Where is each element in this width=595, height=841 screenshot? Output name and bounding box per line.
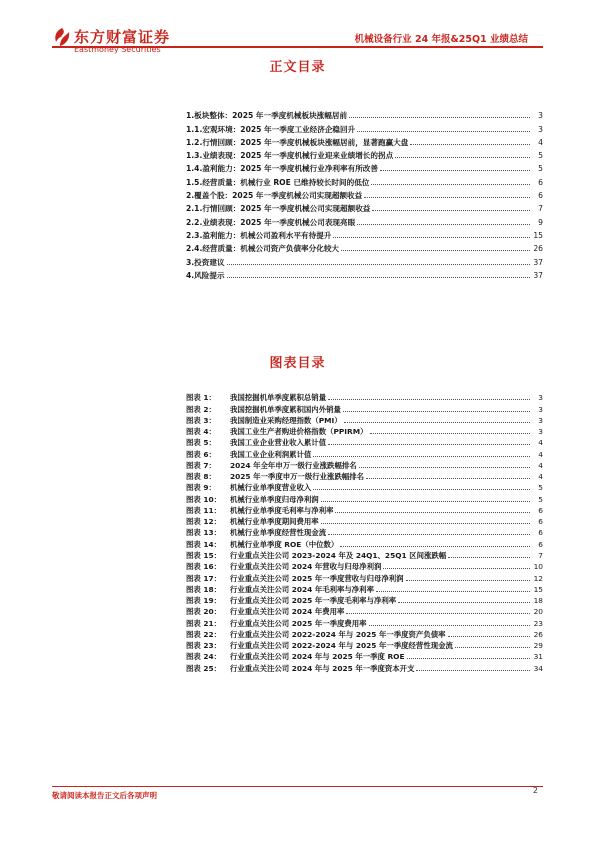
figure-entry-number: 图表 13： bbox=[186, 528, 222, 538]
toc-title: 正文目录 bbox=[269, 60, 326, 75]
figure-entry[interactable] bbox=[186, 661, 543, 672]
page-header bbox=[0, 0, 595, 60]
dot-leader bbox=[343, 411, 530, 412]
toc-entry-label: 2.4.经营质量：机械公司资产负债率分化较大 bbox=[186, 244, 340, 254]
dot-leader bbox=[227, 277, 530, 278]
figure-entry-page: 4 bbox=[538, 438, 543, 448]
figure-entry-label: 行业重点关注公司 2024 年费用率 bbox=[230, 607, 345, 617]
toc-entry-page: 5 bbox=[538, 151, 543, 161]
toc-entry-page: 6 bbox=[538, 191, 543, 201]
dot-leader bbox=[395, 157, 530, 158]
figure-entry-page: 3 bbox=[538, 393, 543, 403]
header-divider bbox=[52, 46, 543, 48]
figure-entry-number: 图表 7： bbox=[186, 460, 216, 470]
figure-entry[interactable] bbox=[186, 650, 543, 661]
figure-entry-number: 图表 19： bbox=[186, 596, 222, 606]
dot-leader bbox=[313, 489, 530, 490]
toc-entry-label: 1.1.宏观环境：2025 年一季度工业经济企稳回升 bbox=[186, 124, 356, 134]
toc-entry[interactable] bbox=[186, 160, 543, 173]
page-number: 2 bbox=[532, 786, 538, 795]
figure-entry-page: 6 bbox=[538, 528, 543, 538]
toc-entry[interactable] bbox=[186, 200, 543, 213]
figure-entry-number: 图表 20： bbox=[186, 607, 222, 617]
figure-entry-label: 2025 年一季度申万一级行业涨跌幅排名 bbox=[230, 472, 365, 482]
dot-leader bbox=[227, 264, 530, 265]
figure-entry-number: 图表 22： bbox=[186, 629, 222, 639]
figure-entry-label: 我国挖掘机单季度累积国内外销量 bbox=[230, 404, 341, 414]
figure-entry-label: 我国工业企业利润累计值 bbox=[230, 449, 312, 459]
figure-entry-page: 7 bbox=[538, 550, 543, 560]
figure-entry-number: 图表 23： bbox=[186, 641, 222, 651]
dot-leader bbox=[407, 658, 531, 659]
figure-entry-page: 29 bbox=[533, 641, 543, 651]
dot-leader bbox=[328, 399, 530, 400]
dot-leader bbox=[344, 422, 530, 423]
toc-entry-label: 2.覆盖个股：2025 年一季度机械公司实现超额收益 bbox=[186, 191, 363, 201]
figure-entry-number: 图表 8： bbox=[186, 472, 216, 482]
figure-entry-page: 31 bbox=[533, 652, 543, 662]
figure-entry-number: 图表 3： bbox=[186, 415, 216, 425]
figure-entry-label: 我国工业企业营业收入累计值 bbox=[230, 438, 327, 448]
figure-entry-number: 图表 6： bbox=[186, 449, 216, 459]
figure-entry-page: 6 bbox=[538, 517, 543, 527]
figure-entry-page: 6 bbox=[538, 539, 543, 549]
figure-entry[interactable] bbox=[186, 414, 543, 425]
dot-leader bbox=[328, 444, 530, 445]
figure-entry-page: 4 bbox=[538, 460, 543, 470]
figure-entry-label: 机械行业单季度毛利率与净利率 bbox=[230, 505, 334, 515]
figure-entry-page: 4 bbox=[538, 449, 543, 459]
figure-entry-number: 图表 24： bbox=[186, 652, 222, 662]
figure-entry-label: 行业重点关注公司 2022-2024 年与 2025 年一季度经营性现金流 bbox=[230, 641, 453, 651]
figure-entry[interactable] bbox=[186, 594, 543, 605]
dot-leader bbox=[410, 144, 530, 145]
figure-entry-page: 3 bbox=[538, 415, 543, 425]
dot-leader bbox=[321, 523, 530, 524]
figure-entry[interactable] bbox=[186, 459, 543, 470]
figure-entry[interactable] bbox=[186, 436, 543, 447]
figure-entry[interactable] bbox=[186, 470, 543, 481]
toc-entry[interactable] bbox=[186, 240, 543, 253]
figure-entry-label: 行业重点关注公司 2024 年与 2025 年一季度资本开支 bbox=[230, 663, 415, 673]
toc-entry-page: 5 bbox=[538, 164, 543, 174]
figure-entry-page: 26 bbox=[533, 629, 543, 639]
figure-entry-label: 行业重点关注公司 2024 年营收与归母净利润 bbox=[230, 562, 382, 572]
figure-entry-label: 行业重点关注公司 2022-2024 年与 2025 年一季度资产负债率 bbox=[230, 629, 446, 639]
toc-entry[interactable] bbox=[186, 120, 543, 133]
figure-entry-page: 4 bbox=[538, 472, 543, 482]
toc-entry[interactable] bbox=[186, 213, 543, 226]
dot-leader bbox=[340, 546, 530, 547]
dot-leader bbox=[370, 433, 531, 434]
toc-entry[interactable] bbox=[186, 107, 543, 120]
dot-leader bbox=[321, 501, 530, 502]
toc-entry-label: 2.1.行情回顾：2025 年一季度机械公司实现超额收益 bbox=[186, 204, 371, 214]
figure-entry-number: 图表 4： bbox=[186, 427, 216, 437]
dot-leader bbox=[341, 250, 530, 251]
figure-entry[interactable] bbox=[186, 391, 543, 402]
figure-entry-page: 20 bbox=[533, 607, 543, 617]
figure-entry[interactable] bbox=[186, 616, 543, 627]
logo-english-name: Eastmoney Securities bbox=[74, 45, 161, 54]
toc-entry-page: 3 bbox=[538, 111, 543, 121]
figure-entry[interactable] bbox=[186, 583, 543, 594]
figure-entry-number: 图表 2： bbox=[186, 404, 216, 414]
figure-entry-number: 图表 10： bbox=[186, 494, 222, 504]
dot-leader bbox=[398, 602, 530, 603]
toc-entry-page: 4 bbox=[538, 137, 543, 147]
figure-entry-number: 图表 15： bbox=[186, 550, 222, 560]
figure-entry-number: 图表 9： bbox=[186, 483, 216, 493]
figure-entry-label: 2024 年全年申万一级行业涨跌幅排名 bbox=[230, 460, 357, 470]
toc-entry[interactable] bbox=[186, 227, 543, 240]
figure-entry-page: 15 bbox=[533, 584, 543, 594]
figure-entry-number: 图表 1： bbox=[186, 393, 216, 403]
table-of-contents bbox=[186, 107, 543, 280]
figure-entry-page: 23 bbox=[533, 618, 543, 628]
dot-leader bbox=[455, 647, 530, 648]
figure-entry-page: 5 bbox=[538, 494, 543, 504]
dot-leader bbox=[369, 625, 530, 626]
dot-leader bbox=[313, 456, 530, 457]
figure-entry-number: 图表 18： bbox=[186, 584, 222, 594]
figure-entry-label: 机械行业单季度 ROE（中位数） bbox=[230, 539, 339, 549]
dot-leader bbox=[359, 467, 530, 468]
figure-entry[interactable] bbox=[186, 628, 543, 639]
figure-entry[interactable] bbox=[186, 492, 543, 503]
figure-entry-label: 行业重点关注公司 2024 年毛利率与净利率 bbox=[230, 584, 374, 594]
figure-entry-label: 行业重点关注公司 2023-2024 年及 24Q1、25Q1 区间涨跌幅 bbox=[230, 550, 447, 560]
figure-entry-label: 行业重点关注公司 2024 年与 2025 年一季度 ROE bbox=[230, 652, 405, 662]
dot-leader bbox=[357, 224, 530, 225]
dot-leader bbox=[371, 184, 530, 185]
dot-leader bbox=[406, 580, 530, 581]
company-logo bbox=[52, 26, 182, 60]
figure-entry-number: 图表 14： bbox=[186, 539, 222, 549]
dot-leader bbox=[349, 117, 530, 118]
figure-entry[interactable] bbox=[186, 504, 543, 515]
figure-entry-page: 3 bbox=[538, 427, 543, 437]
toc-entry[interactable] bbox=[186, 267, 543, 280]
figure-entry-page: 3 bbox=[538, 404, 543, 414]
dot-leader bbox=[328, 534, 530, 535]
toc-entry-label: 1.板块整体：2025 年一季度机械板块涨幅居前 bbox=[186, 111, 348, 121]
figure-entry[interactable] bbox=[186, 639, 543, 650]
figure-entry-label: 机械行业单季度期间费用率 bbox=[230, 517, 319, 527]
figure-entry[interactable] bbox=[186, 526, 543, 537]
figure-entry-label: 我国工业生产者购进价格指数（PPIRM） bbox=[230, 427, 368, 437]
figure-entry[interactable] bbox=[186, 560, 543, 571]
figure-entry-label: 行业重点关注公司 2025 年一季度毛利率与净利率 bbox=[230, 596, 397, 606]
figure-entry-page: 12 bbox=[533, 573, 543, 583]
footer-disclaimer: 敬请阅读本报告正文后各项声明 bbox=[52, 791, 157, 800]
footer-divider bbox=[52, 786, 543, 787]
toc-entry-label: 1.4.盈利能力：2025 年一季度机械行业净利率有所改善 bbox=[186, 164, 378, 174]
toc-entry-page: 6 bbox=[538, 177, 543, 187]
toc-entry-label: 1.5.经营质量：机械行业 ROE 已维持较长时间的低位 bbox=[186, 177, 370, 187]
dot-leader bbox=[346, 613, 530, 614]
figure-entry-page: 18 bbox=[533, 596, 543, 606]
figure-entry-label: 行业重点关注公司 2025 年一季度营收与归母净利润 bbox=[230, 573, 404, 583]
figure-entry-page: 34 bbox=[533, 663, 543, 673]
toc-entry-page: 15 bbox=[533, 230, 543, 240]
figure-entry[interactable] bbox=[186, 571, 543, 582]
toc-entry-page: 37 bbox=[533, 257, 543, 267]
figure-entry[interactable] bbox=[186, 549, 543, 560]
dot-leader bbox=[448, 557, 530, 558]
figure-entry-page: 10 bbox=[533, 562, 543, 572]
dot-leader bbox=[376, 591, 530, 592]
dot-leader bbox=[366, 478, 530, 479]
toc-entry[interactable] bbox=[186, 173, 543, 186]
figure-entry-label: 机械行业单季度营业收入 bbox=[230, 483, 312, 493]
figure-entry[interactable] bbox=[186, 481, 543, 492]
toc-entry-page: 26 bbox=[533, 244, 543, 254]
toc-entry-label: 1.2.行情回顾：2025 年一季度机械板块涨幅居前，显著跑赢大盘 bbox=[186, 137, 409, 147]
figure-entry-page: 6 bbox=[538, 505, 543, 515]
dot-leader bbox=[333, 237, 530, 238]
toc-entry-label: 2.3.盈利能力：机械公司盈利水平有待提升 bbox=[186, 230, 332, 240]
figure-entry-number: 图表 21： bbox=[186, 618, 222, 628]
figure-entry-number: 图表 11： bbox=[186, 505, 222, 515]
dot-leader bbox=[364, 197, 530, 198]
toc-entry-page: 37 bbox=[533, 270, 543, 280]
figure-entry-number: 图表 16： bbox=[186, 562, 222, 572]
logo-chinese-name: 东方财富证券 bbox=[74, 28, 171, 46]
figure-entry-label: 我国挖掘机单季度累积总销量 bbox=[230, 393, 327, 403]
toc-entry[interactable] bbox=[186, 187, 543, 200]
toc-entry[interactable] bbox=[186, 134, 543, 147]
dot-leader bbox=[380, 170, 530, 171]
toc-entry[interactable] bbox=[186, 253, 543, 266]
figure-entry-page: 5 bbox=[538, 483, 543, 493]
figure-entry[interactable] bbox=[186, 425, 543, 436]
figure-entry-label: 机械行业单季度归母净利润 bbox=[230, 494, 319, 504]
toc-entry-label: 4.风险提示 bbox=[186, 270, 225, 280]
figures-title: 图表目录 bbox=[269, 356, 326, 371]
toc-entry[interactable] bbox=[186, 147, 543, 160]
figure-entry[interactable] bbox=[186, 447, 543, 458]
dot-leader bbox=[357, 131, 530, 132]
figure-entry[interactable] bbox=[186, 402, 543, 413]
figure-entry-number: 图表 12： bbox=[186, 517, 222, 527]
toc-entry-page: 3 bbox=[538, 124, 543, 134]
figure-entry-label: 行业重点关注公司 2025 年一季度费用率 bbox=[230, 618, 367, 628]
list-of-figures bbox=[186, 391, 543, 673]
figure-entry-number: 图表 25： bbox=[186, 663, 222, 673]
dot-leader bbox=[383, 568, 530, 569]
figure-entry[interactable] bbox=[186, 605, 543, 616]
figure-entry-number: 图表 5： bbox=[186, 438, 216, 448]
figure-entry-label: 我国制造业采购经理指数（PMI） bbox=[230, 415, 342, 425]
dot-leader bbox=[335, 512, 530, 513]
dot-leader bbox=[448, 636, 531, 637]
toc-entry-page: 9 bbox=[538, 217, 543, 227]
dot-leader bbox=[416, 670, 530, 671]
eastmoney-logo-icon bbox=[52, 27, 72, 47]
figure-entry[interactable] bbox=[186, 515, 543, 526]
toc-entry-label: 1.3.业绩表现：2025 年一季度机械行业迎来业绩增长的拐点 bbox=[186, 151, 394, 161]
figure-entry-label: 机械行业单季度经营性现金流 bbox=[230, 528, 327, 538]
dot-leader bbox=[372, 210, 530, 211]
toc-entry-page: 7 bbox=[538, 204, 543, 214]
figure-entry-number: 图表 17： bbox=[186, 573, 222, 583]
figure-entry[interactable] bbox=[186, 537, 543, 548]
toc-entry-label: 2.2.业绩表现：2025 年一季度机械公司表现亮眼 bbox=[186, 217, 356, 227]
toc-entry-label: 3.投资建议 bbox=[186, 257, 225, 267]
document-title: 机械设备行业 24 年报&25Q1 业绩总结 bbox=[354, 34, 528, 45]
